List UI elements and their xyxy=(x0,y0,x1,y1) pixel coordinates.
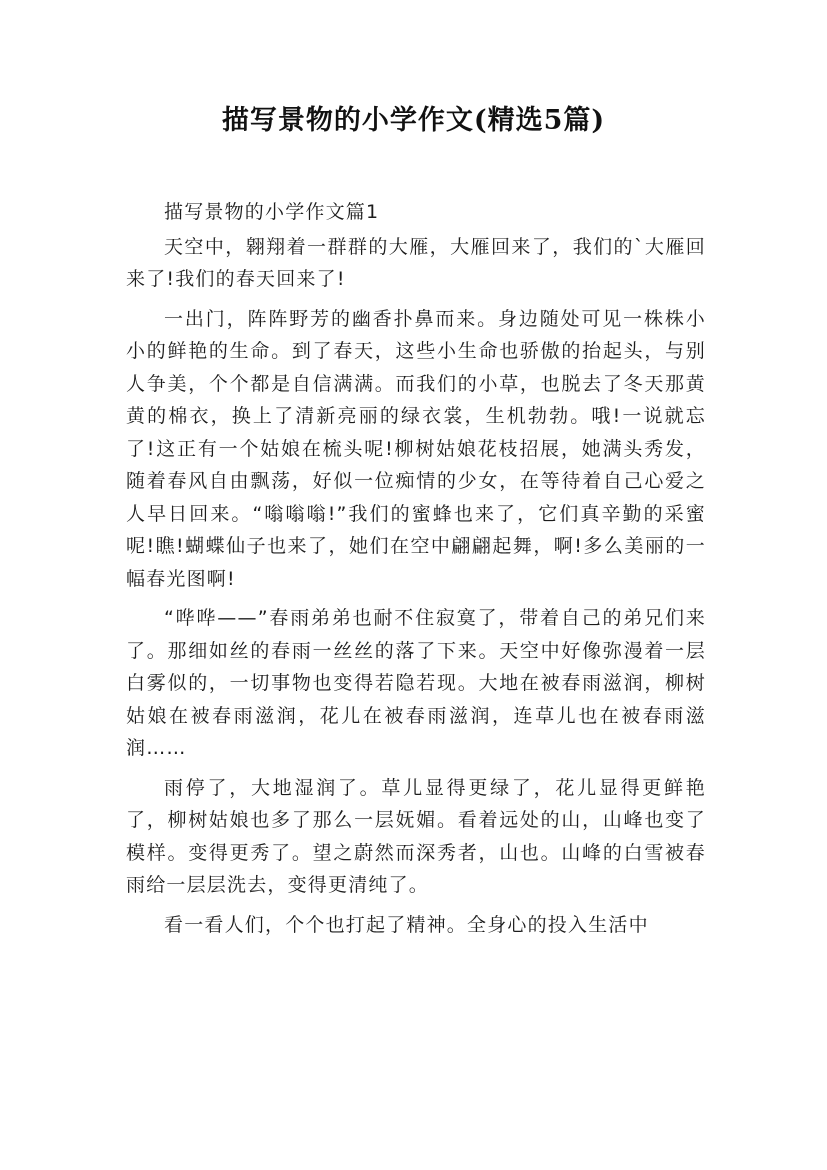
paragraph: 一出门，阵阵野芳的幽香扑鼻而来。身边随处可见一株株小小的鲜艳的生命。到了春天，这些小生命也骄傲的抬起头，与别人争美，个个都是自信满满。而我们的小草，也脱去了冬天那黄黄的棉衣，换上了清新亮丽的绿衣裳，生机勃勃。哦!一说就忘了!这正有一个姑娘在梳头呢!柳树姑娘花枝招展，她满头秀发，随着春风自由飘荡，好似一位痴情的少女，在等待着自己心爱之人早日回来。“嗡嗡嗡!”我们的蜜蜂也来了，它们真辛勤的采蜜呢!瞧!蝴蝶仙子也来了，她们在空中翩翩起舞，啊!多么美丽的一幅春光图啊! xyxy=(126,307,706,590)
paragraph: 看一看人们，个个也打起了精神。全身心的投入生活中 xyxy=(164,913,649,936)
paragraph: 雨停了，大地湿润了。草儿显得更绿了，花儿显得更鲜艳了，柳树姑娘也多了那么一层妩媚。看着远处的山，山峰也变了模样。变得更秀了。望之蔚然而深秀者，山也。山峰的白雪被春雨给一层层洗去，变得更清纯了。 xyxy=(126,776,706,896)
paragraph: 天空中，翱翔着一群群的大雁，大雁回来了，我们的`大雁回来了!我们的春天回来了! xyxy=(126,235,706,290)
paragraph: “哗哗——”春雨弟弟也耐不住寂寞了，带着自己的弟兄们来了。那细如丝的春雨一丝丝的落了下来。天空中好像弥漫着一层白雾似的，一切事物也变得若隐若现。大地在被春雨滋润，柳树姑娘在被春雨滋润，花儿在被春雨滋润，连草儿也在被春雨滋润…… xyxy=(126,607,706,759)
document-title: 描写景物的小学作文(精选5篇) xyxy=(221,105,606,136)
document-body xyxy=(126,196,706,948)
section-heading: 描写景物的小学作文篇1 xyxy=(164,201,380,223)
